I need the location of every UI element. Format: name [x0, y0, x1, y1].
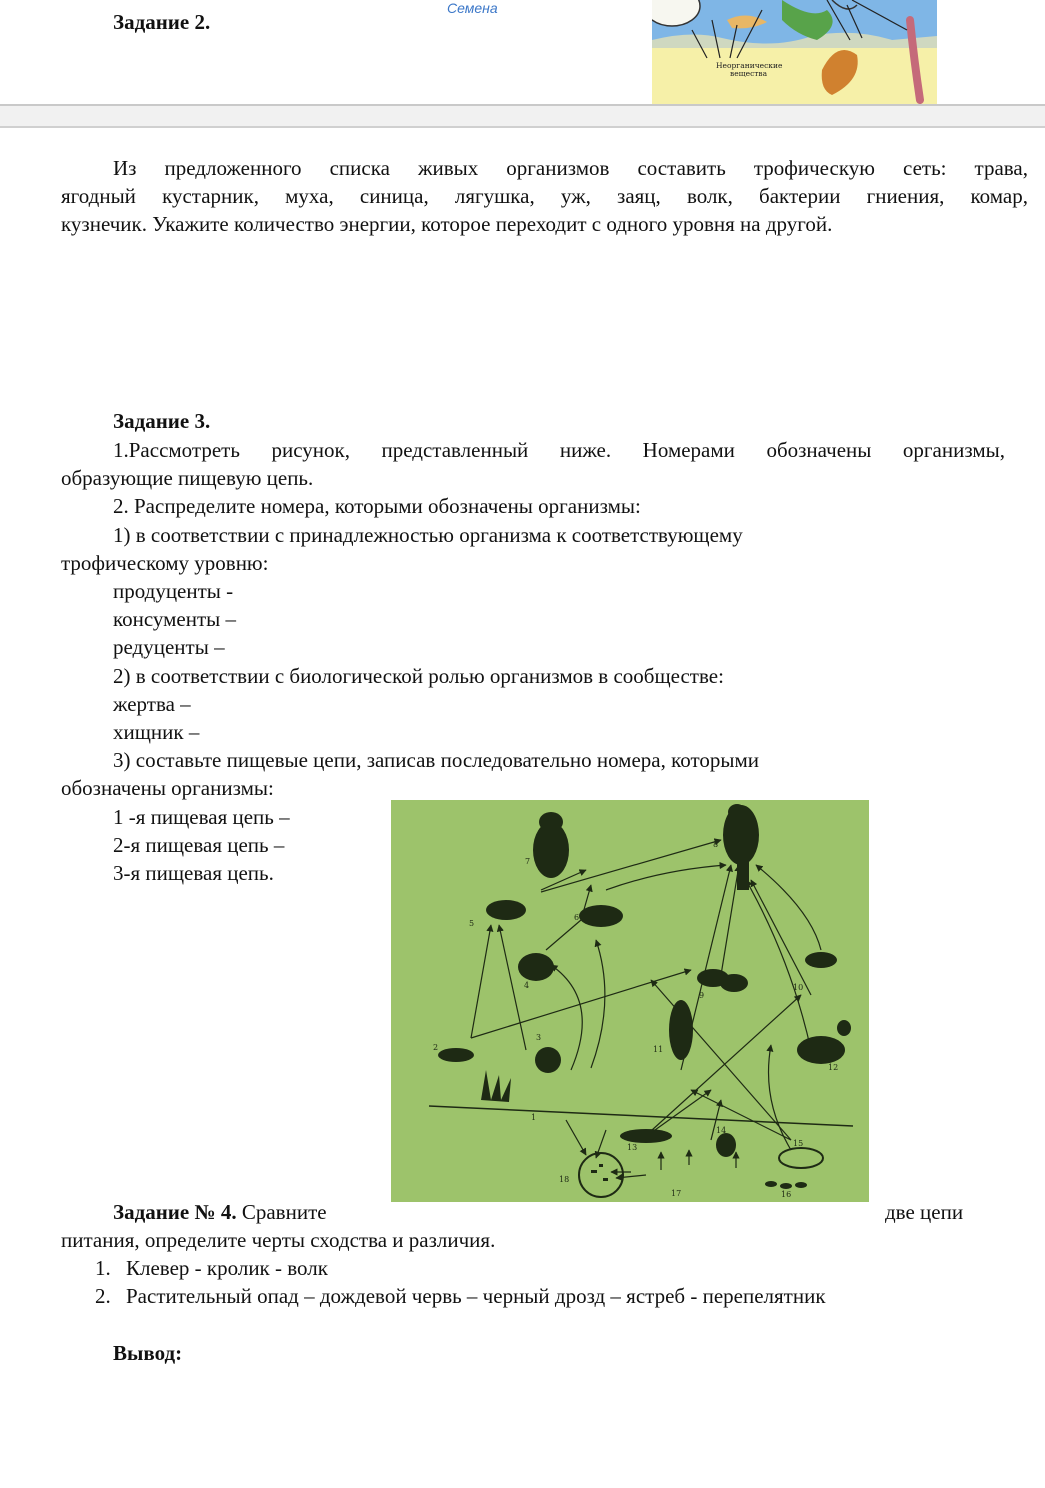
task4-line2: питания, определите черты сходства и различия.	[61, 1228, 496, 1252]
food-web-figure	[391, 800, 869, 1202]
chain3-label: 3-я пищевая цепь.	[113, 861, 274, 885]
figure-number: 13	[627, 1143, 638, 1152]
figure-number: 7	[525, 857, 531, 866]
task4-compare: Сравните	[241, 1200, 327, 1224]
task3-text-line: трофическому уровню:	[61, 551, 269, 575]
task3-text-line: обозначены организмы:	[61, 776, 274, 800]
task3-text-line: 1) в соответствии с принадлежностью организма к соответствующему	[113, 523, 743, 547]
figure-number: 9	[699, 991, 705, 1000]
task3-text-line: 1.Рассмотреть рисунок, представленный ниже. Номерами обозначены организмы,	[113, 438, 1005, 462]
task4-line1	[113, 1198, 327, 1227]
figure-number: 15	[793, 1139, 804, 1148]
figure-number: 16	[781, 1190, 792, 1199]
task3-text-line: 3) составьте пищевые цепи, записав последовательно номера, которыми	[113, 748, 759, 772]
figure-number: 17	[671, 1189, 682, 1198]
task3-text-line: 2. Распределите номера, которыми обозначены организмы:	[113, 494, 641, 518]
figure-number: 2	[433, 1043, 439, 1052]
figure-number: 14	[716, 1126, 727, 1135]
figure-number: 8	[713, 840, 719, 849]
task2-text-line: Из предложенного списка живых организмов составить трофическую сеть: трава,	[113, 156, 1028, 180]
page-gap	[0, 106, 1045, 126]
task2-text-line: ягодный кустарник, муха, синица, лягушка, уж, заяц, волк, бактерии гниения, комар,	[61, 184, 1028, 208]
task2-heading: Задание 2.	[113, 10, 211, 34]
task4-two-chains: две цепи	[885, 1200, 964, 1224]
list-item-number: 2.	[95, 1284, 111, 1308]
predator-label: хищник –	[113, 720, 200, 744]
conclusion-heading: Вывод:	[113, 1341, 183, 1365]
task3-text-line: 2) в соответствии с биологической ролью организмов в сообществе:	[113, 664, 724, 688]
ecosystem-diagram-image	[652, 0, 937, 104]
figure-number: 10	[793, 983, 804, 992]
producers-label: продуценты -	[113, 579, 234, 603]
figure-number: 4	[524, 981, 530, 990]
task4-heading: Задание № 4.	[113, 1200, 237, 1224]
figure-number: 6	[574, 913, 580, 922]
seeds-label: Семена	[447, 0, 498, 16]
figure-number: 12	[828, 1063, 839, 1072]
list-item: Клевер - кролик - волк	[126, 1256, 328, 1280]
figure-number: 3	[536, 1033, 542, 1042]
task3-heading: Задание 3.	[113, 409, 211, 433]
chain2-label: 2-я пищевая цепь –	[113, 833, 285, 857]
figure-number: 18	[559, 1175, 570, 1184]
prey-label: жертва –	[113, 692, 191, 716]
figure-number: 5	[469, 919, 475, 928]
list-item: Растительный опад – дождевой червь – черный дрозд – ястреб - перепелятник	[126, 1284, 826, 1308]
inorganic-label-1: Неорганические	[716, 61, 783, 70]
inorganic-label-2: вещества	[730, 69, 768, 78]
figure-number: 1	[531, 1113, 537, 1122]
list-item-number: 1.	[95, 1256, 111, 1280]
task2-text-line: кузнечик. Укажите количество энергии, которое переходит с одного уровня на другой.	[61, 212, 833, 236]
chain1-label: 1 -я пищевая цепь –	[113, 805, 290, 829]
page-separator	[0, 126, 1045, 128]
reducers-label: редуценты –	[113, 635, 225, 659]
figure-number: 11	[653, 1045, 664, 1054]
consumers-label: консументы –	[113, 607, 237, 631]
task3-text-line: образующие пищевую цепь.	[61, 466, 314, 490]
